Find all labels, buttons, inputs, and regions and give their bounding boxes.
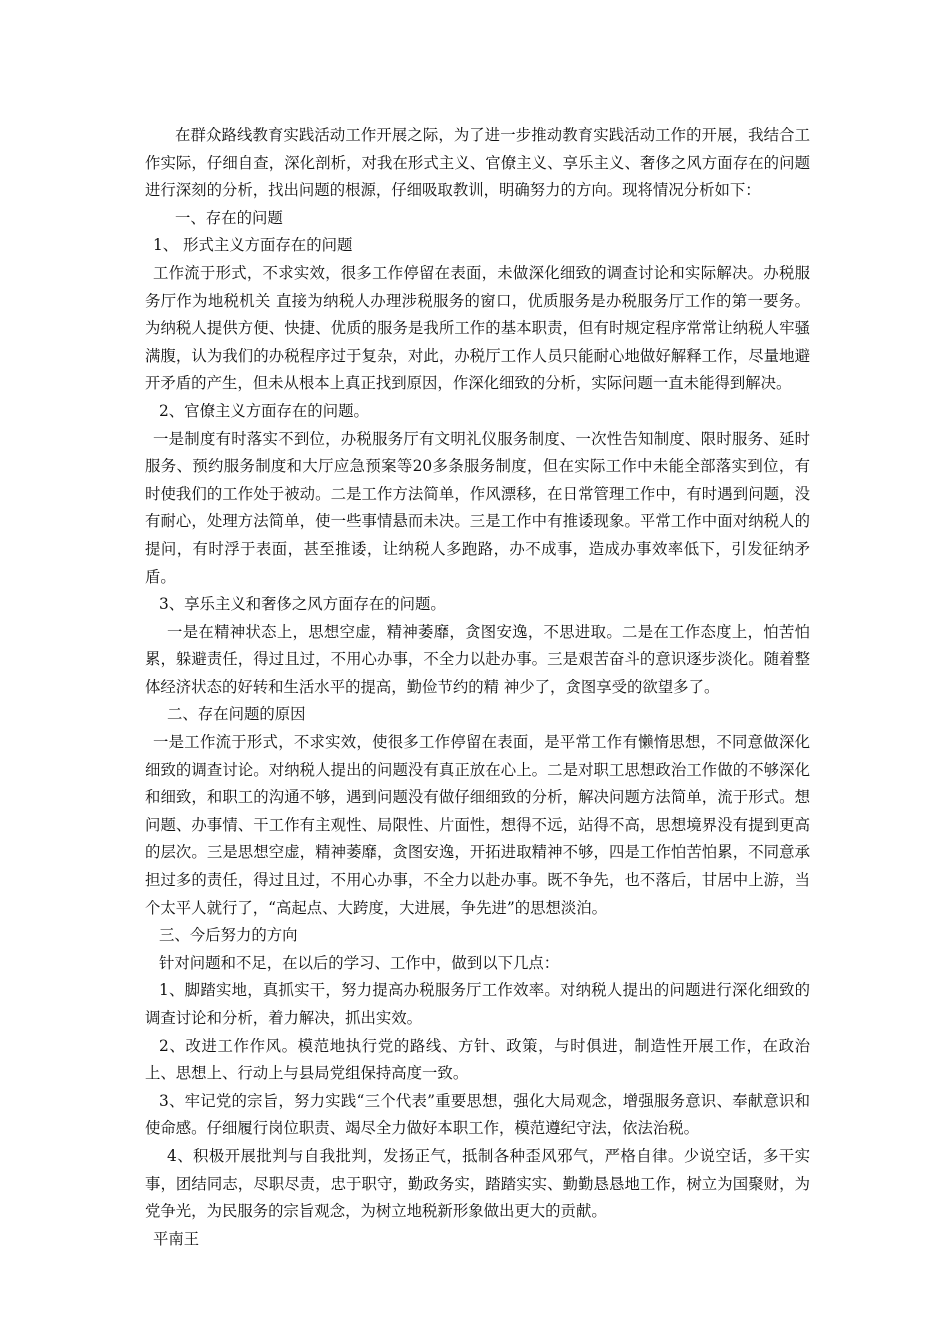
causes-paragraph: 一是工作流于形式，不求实效，使很多工作停留在表面，是平常工作有懒惰思想，不同意做深化细致的调查讨论。对纳税人提出的问题没有真正放在心上。二是对职工思想政治工作做的不够深化和细致，和职工的沟通不够，遇到问题没有做仔细细致的分析，解决问题方法简单，流于形式。想问题、办事情、干工作有主观性、局限性、片面性，想得不远，站得不高，思想境界没有提到更高的层次。三是思想空虚，精神萎靡，贪图安逸，开拓进取精神不够，四是工作怕苦怕累，不同意承担过多的责任，得过且过，不用心办事，不全力以赴办事。既不争先，也不落后，甘居中上游，当个太平人就行了，“高起点、大跨度，大进展，争先进”的思想淡泊。 bbox=[145, 733, 810, 917]
subheading-formalism: 1、 形式主义方面存在的问题 bbox=[153, 236, 353, 255]
hedonism-paragraph: 一是在精神状态上，思想空虚，精神萎靡，贪图安逸，不思进取。二是在工作态度上，怕苦怕累，躲避责任，得过且过，不用心办事，不全力以赴办事。三是艰苦奋斗的意识逐步淡化。随着整体经济状态的好转和生活水平的提高，勤俭节约的精 神少了，贪图享受的欲望多了。 bbox=[145, 622, 810, 696]
subheading-bureaucracy: 2、官僚主义方面存在的问题。 bbox=[159, 401, 369, 420]
direction-item-1: 1、脚踏实地，真抓实干，努力提高办税服务厅工作效率。对纳税人提出的问题进行深化细致的调查讨论和分析，着力解决，抓出实效。 bbox=[145, 981, 810, 1027]
section-heading-problems: 一、存在的问题 bbox=[175, 208, 283, 227]
formalism-paragraph: 工作流于形式，不求实效，很多工作停留在表面，未做深化细致的调查讨论和实际解决。办税服务厅作为地税机关 直接为纳税人办理涉税服务的窗口，优质服务是办税服务厅工作的第一要务。为纳税人提供方便、快捷、优质的服务是我所工作的基本职责，但有时规定程序常常让纳税人牢骚满腹，认为我们的办税程序过于复杂，对此，办税厅工作人员只能耐心地做好解释工作，尽量地避开矛盾的产生，但未从根本上真正找到原因，作深化细致的分析，实际问题一直未能得到解决。 bbox=[145, 263, 810, 393]
section-heading-direction: 三、今后努力的方向 bbox=[159, 926, 298, 945]
document-body bbox=[145, 122, 810, 1253]
direction-item-2: 2、改进工作作风。模范地执行党的路线、方针、政策，与时俱进，制造性开展工作，在政治上、思想上、行动上与县局党组保持高度一致。 bbox=[145, 1036, 810, 1083]
direction-item-4: 4、积极开展批判与自我批判，发扬正气，抵制各种歪风邪气，严格自律。少说空话，多干实事，团结同志，尽职尽责，忠于职守，勤政务实，踏踏实实、勤勤恳恳地工作，树立为国聚财，为党争光，为民服务的宗旨观念，为树立地税新形象做出更大的贡献。 bbox=[145, 1146, 810, 1221]
direction-item-3: 3、牢记党的宗旨，努力实践“三个代表”重要思想，强化大局观念，增强服务意识、奉献意识和使命感。仔细履行岗位职责、竭尽全力做好本职工作，模范遵纪守法，依法治税。 bbox=[145, 1091, 810, 1138]
bureaucracy-paragraph: 一是制度有时落实不到位，办税服务厅有文明礼仪服务制度、一次性告知制度、限时服务、延时服务、预约服务制度和大厅应急预案等20多条服务制度，但在实际工作中未能全部落实到位，有时使我们的工作处于被动。二是工作方法简单，作风漂移，在日常管理工作中，有时遇到问题，没有耐心，处理方法简单，使一些事情悬而未决。三是工作中有推诿现象。平常工作中面对纳税人的提问，有时浮于表面，甚至推诿，让纳税人多跑路，办不成事，造成办事效率低下，引发征纳矛盾。 bbox=[145, 429, 810, 586]
signature: 平南王 bbox=[153, 1229, 200, 1248]
direction-lead: 针对问题和不足，在以后的学习、工作中，做到以下几点： bbox=[159, 953, 560, 972]
intro-paragraph: 在群众路线教育实践活动工作开展之际，为了进一步推动教育实践活动工作的开展，我结合工作实际，仔细自查，深化剖析，对我在形式主义、官僚主义、享乐主义、奢侈之风方面存在的问题进行深刻的分析，找出问题的根源，仔细吸取教训，明确努力的方向。现将情况分析如下： bbox=[145, 126, 810, 200]
subheading-hedonism: 3、享乐主义和奢侈之风方面存在的问题。 bbox=[159, 595, 446, 614]
section-heading-causes: 二、存在问题的原因 bbox=[167, 705, 306, 724]
